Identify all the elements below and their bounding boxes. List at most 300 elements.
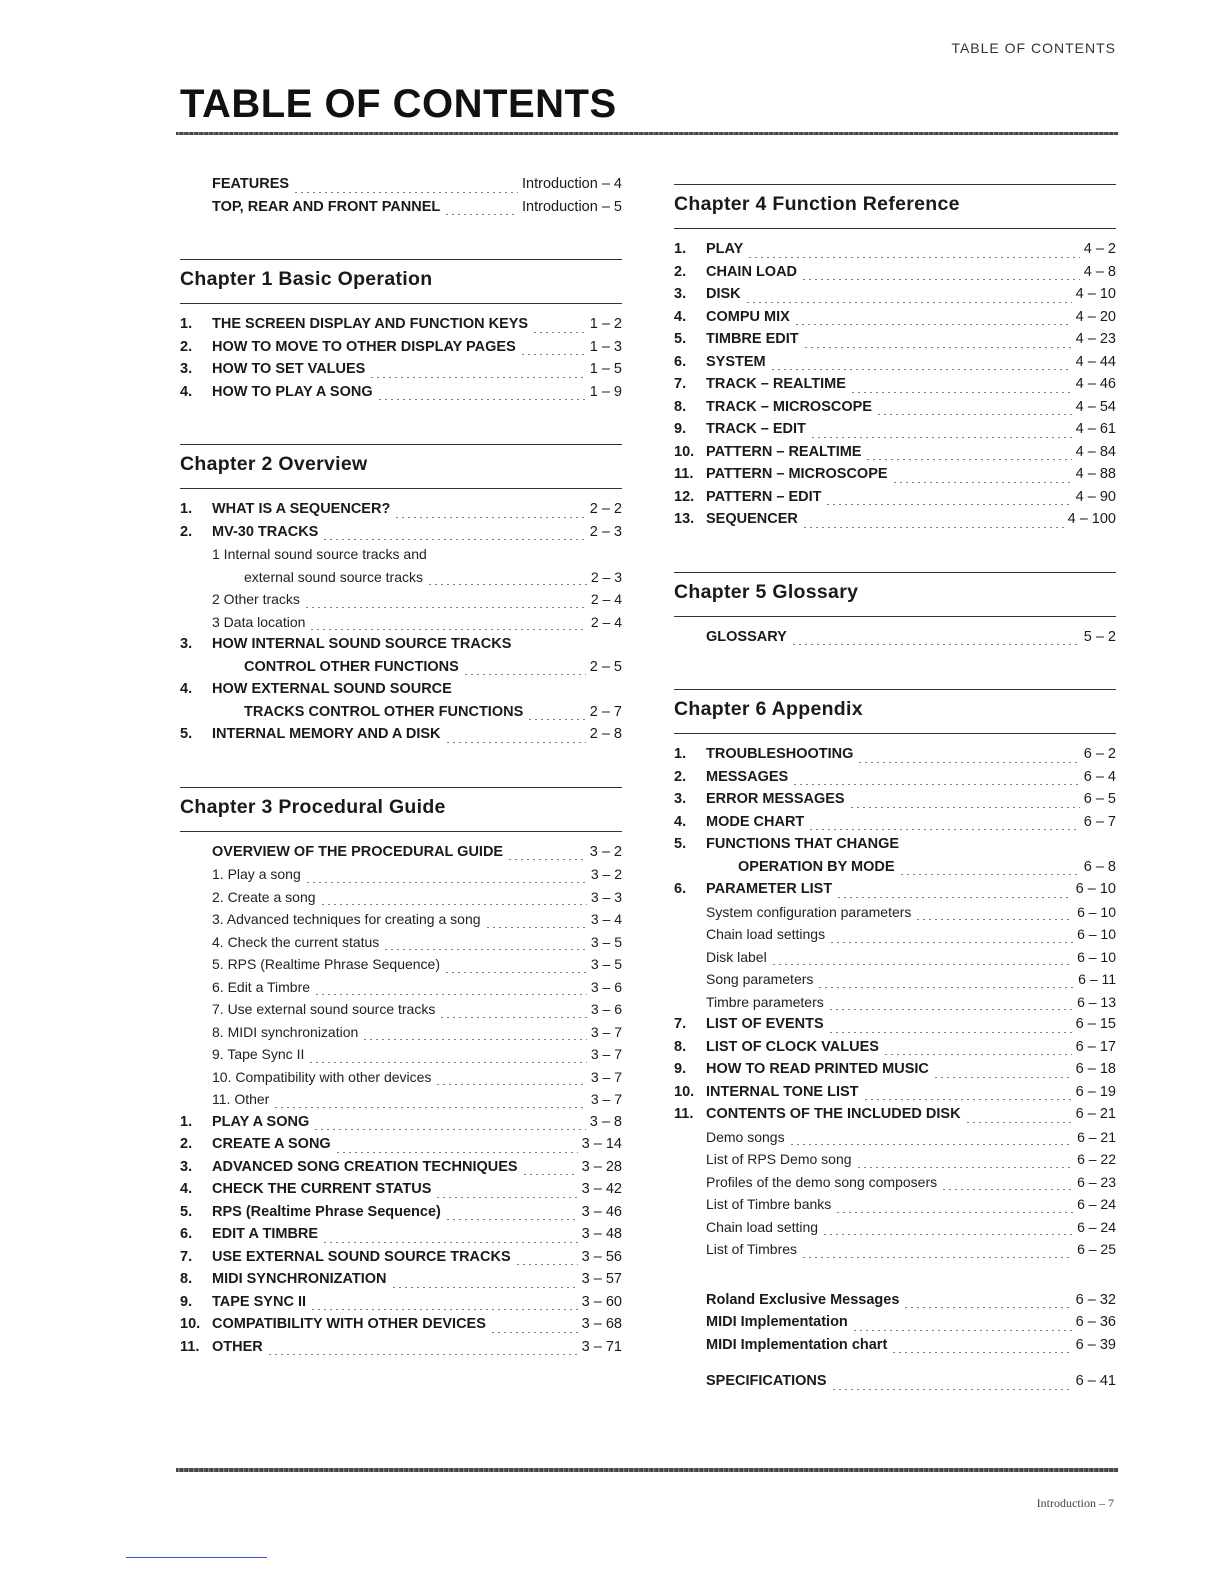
toc-entry[interactable]: [180, 1294, 622, 1317]
entry-label: 6. Edit a Timbre: [212, 978, 311, 995]
toc-entry[interactable]: [180, 1046, 622, 1069]
dot-leader: [394, 517, 585, 518]
toc-entry[interactable]: [180, 1249, 622, 1272]
entry-label: 9. Tape Sync II: [212, 1046, 305, 1062]
entry-page-ref: 3 – 48: [581, 1226, 622, 1242]
toc-entry[interactable]: [674, 1151, 1116, 1174]
dot-leader: [891, 1352, 1071, 1353]
dot-leader: [849, 807, 1080, 808]
entry-page-ref: 3 – 56: [581, 1248, 622, 1265]
toc-entry[interactable]: [180, 1114, 622, 1137]
entry-label: MIDI Implementation: [706, 1314, 848, 1330]
entry-page-ref: 2 – 3: [590, 568, 622, 585]
toc-entry[interactable]: [674, 859, 1116, 882]
entry-label: Timbre parameters: [706, 993, 824, 1010]
entry-page-ref: 6 – 19: [1075, 1083, 1116, 1100]
entry-group: [674, 1292, 1116, 1360]
chapter-heading: Chapter 6 Appendix: [674, 698, 863, 720]
entry-page-ref: 4 – 23: [1075, 331, 1116, 347]
toc-entry[interactable]: [674, 1039, 1116, 1062]
entry-page-ref: 3 – 7: [590, 1023, 622, 1040]
entry-page-ref: 2 – 7: [589, 703, 622, 720]
toc-entry[interactable]: [674, 881, 1116, 904]
chapter-heading: Chapter 4 Function Reference: [674, 193, 960, 215]
entry-label: SPECIFICATIONS: [706, 1373, 827, 1389]
page-number: Introduction – 7: [1036, 1496, 1114, 1510]
dot-leader: [308, 1062, 587, 1063]
chapter-rule: [674, 733, 1116, 734]
entry-page-ref: 3 – 71: [581, 1338, 622, 1355]
entry-page-ref: 3 – 7: [590, 1068, 622, 1085]
toc-entry[interactable]: [180, 524, 622, 547]
entry-page-ref: 3 – 2: [589, 843, 622, 860]
dot-leader: [856, 1167, 1074, 1168]
toc-entry[interactable]: [674, 1314, 1116, 1337]
dot-leader: [831, 1389, 1072, 1390]
page-title: TABLE OF CONTENTS: [180, 82, 617, 126]
title-rule: [176, 132, 1118, 135]
entry-label: LIST OF CLOCK VALUES: [706, 1038, 879, 1055]
entry-label: MIDI Implementation chart: [706, 1336, 888, 1353]
toc-entry[interactable]: [180, 1271, 622, 1294]
entry-page-ref: 1 – 3: [589, 338, 622, 355]
toc-entry[interactable]: [180, 911, 622, 934]
entry-page-ref: 6 – 24: [1077, 1218, 1116, 1235]
toc-entry[interactable]: [674, 1373, 1116, 1396]
dot-leader: [463, 674, 586, 675]
toc-entry[interactable]: [674, 1174, 1116, 1197]
entry-page-ref: 6 – 11: [1078, 971, 1116, 987]
dot-leader: [293, 192, 518, 193]
toc-entry[interactable]: [674, 489, 1116, 512]
entry-label: TAPE SYNC II: [212, 1293, 306, 1310]
dot-leader: [383, 949, 587, 950]
entry-number: 3.: [180, 361, 193, 377]
toc-entry[interactable]: [674, 1084, 1116, 1107]
entry-number: 6.: [674, 353, 687, 370]
chapter-heading: Chapter 2 Overview: [180, 453, 368, 475]
entry-number: 10.: [674, 443, 695, 460]
entry-number: 2.: [180, 1136, 193, 1152]
dot-leader: [377, 399, 586, 400]
toc-entry[interactable]: [180, 956, 622, 979]
entry-number: 6.: [180, 1226, 193, 1242]
entry-page-ref: 3 – 60: [581, 1293, 622, 1310]
toc-entry[interactable]: [674, 376, 1116, 399]
entry-number: 1.: [674, 241, 687, 257]
toc-entry[interactable]: [180, 384, 622, 407]
chapter-section: [180, 444, 622, 749]
toc-entry[interactable]: [674, 264, 1116, 287]
toc-entry[interactable]: [674, 511, 1116, 534]
entry-label: DISK: [706, 286, 741, 302]
entry-label: MESSAGES: [706, 768, 789, 785]
entry-number: 11.: [674, 466, 694, 482]
chapter-section: [674, 689, 1116, 1264]
entry-page-ref: 6 – 21: [1077, 1128, 1116, 1145]
dot-leader: [850, 392, 1072, 393]
toc-entry[interactable]: [180, 844, 622, 867]
toc-entry[interactable]: [674, 354, 1116, 377]
toc-entry[interactable]: [674, 904, 1116, 927]
entry-page-ref: 3 – 46: [581, 1203, 622, 1220]
toc-entry[interactable]: [674, 241, 1116, 264]
entry-label: COMPU MIX: [706, 308, 790, 325]
entry-number: 1.: [180, 1113, 193, 1130]
dot-leader: [828, 1032, 1072, 1033]
toc-entry[interactable]: [674, 791, 1116, 814]
toc-entry[interactable]: [674, 331, 1116, 354]
entry-label: HOW TO MOVE TO OTHER DISPLAY PAGES: [212, 338, 516, 355]
entry-label: 8. MIDI synchronization: [212, 1023, 359, 1040]
dot-leader: [444, 972, 587, 973]
entry-label: FEATURES: [212, 176, 290, 192]
dot-leader: [322, 539, 585, 540]
entry-label: RPS (Realtime Phrase Sequence): [212, 1203, 441, 1220]
running-header: TABLE OF CONTENTS: [951, 40, 1116, 56]
dot-leader: [836, 897, 1071, 898]
entry-label: List of RPS Demo song: [706, 1151, 852, 1167]
toc-entry[interactable]: [674, 466, 1116, 489]
entry-number: 11.: [180, 1338, 200, 1355]
dot-leader: [876, 414, 1072, 415]
entry-number: 9.: [674, 1061, 687, 1077]
chapter-section: [180, 259, 622, 406]
entry-number: 2.: [674, 768, 687, 785]
toc-entry[interactable]: [674, 444, 1116, 467]
entry-label: HOW TO PLAY A SONG: [212, 383, 373, 400]
toc-entry[interactable]: [180, 1091, 622, 1114]
toc-entry[interactable]: [674, 746, 1116, 769]
toc-entry[interactable]: [180, 1001, 622, 1024]
entry-number: 8.: [674, 398, 687, 415]
toc-entry[interactable]: [674, 1241, 1116, 1264]
entry-page-ref: 1 – 9: [589, 383, 622, 400]
entry-label: PLAY: [706, 241, 744, 257]
toc-entry[interactable]: [180, 889, 622, 912]
dot-leader: [865, 459, 1071, 460]
entry-group: [674, 1373, 1116, 1396]
toc-entry[interactable]: [180, 569, 622, 592]
entry-label: LIST OF EVENTS: [706, 1016, 824, 1032]
toc-entry[interactable]: [674, 1337, 1116, 1360]
dot-leader: [305, 882, 587, 883]
entry-label: 2. Create a song: [212, 888, 316, 905]
dot-leader: [515, 1264, 578, 1265]
entry-number: 8.: [674, 1038, 687, 1055]
entry-label: HOW INTERNAL SOUND SOURCE TRACKS: [212, 636, 512, 652]
toc-entry[interactable]: [674, 814, 1116, 837]
entry-label: 2 Other tracks: [212, 591, 300, 607]
entry-label: TIMBRE EDIT: [706, 331, 799, 347]
dot-leader: [439, 1017, 587, 1018]
toc-left-column: [180, 176, 622, 1361]
entry-label: TRACK – MICROSCOPE: [706, 398, 872, 415]
entry-number: 5.: [180, 1203, 193, 1220]
entry-page-ref: 4 – 20: [1075, 308, 1116, 325]
entry-number: 12.: [674, 488, 695, 505]
toc-entry[interactable]: [180, 726, 622, 749]
chapter-heading: Chapter 1 Basic Operation: [180, 268, 433, 290]
dot-leader: [391, 1287, 578, 1288]
dot-leader: [490, 1332, 578, 1333]
entry-number: 4.: [180, 383, 193, 400]
entry-page-ref: 6 – 17: [1075, 1038, 1116, 1055]
dot-leader: [485, 927, 587, 928]
toc-entry[interactable]: [674, 1196, 1116, 1219]
dot-leader: [507, 859, 586, 860]
entry-page-ref: 3 – 6: [590, 1001, 622, 1017]
toc-entry[interactable]: [674, 1016, 1116, 1039]
entry-page-ref: 6 – 13: [1077, 993, 1116, 1010]
toc-entry[interactable]: [180, 681, 622, 704]
entry-page-ref: 4 – 54: [1075, 398, 1116, 415]
entry-page-ref: 6 – 2: [1083, 746, 1116, 762]
entry-number: 8.: [180, 1271, 193, 1287]
entry-page-ref: 3 – 57: [581, 1271, 622, 1287]
entry-label: Demo songs: [706, 1128, 785, 1145]
dot-leader: [791, 644, 1080, 645]
entry-page-ref: 3 – 5: [590, 933, 622, 950]
entry-label: PATTERN – EDIT: [706, 488, 822, 505]
chapter-rule: [180, 787, 622, 788]
dot-leader: [828, 1009, 1073, 1010]
toc-entry[interactable]: [180, 1136, 622, 1159]
entry-label: ERROR MESSAGES: [706, 791, 845, 807]
entry-number: 5.: [180, 726, 193, 742]
toc-entry[interactable]: [674, 1219, 1116, 1242]
dot-leader: [802, 527, 1064, 528]
chapter-rule: [180, 259, 622, 260]
entry-label: TOP, REAR AND FRONT PANNEL: [212, 198, 441, 215]
entry-label: ADVANCED SONG CREATION TECHNIQUES: [212, 1158, 518, 1175]
toc-entry[interactable]: [180, 636, 622, 659]
entry-label: MIDI SYNCHRONIZATION: [212, 1271, 387, 1287]
dot-leader: [314, 994, 587, 995]
entry-page-ref: 3 – 42: [581, 1181, 622, 1197]
entry-number: 4.: [180, 681, 193, 697]
entry-label: OTHER: [212, 1338, 263, 1355]
entry-label: 3. Advanced techniques for creating a song: [212, 911, 481, 927]
entry-label: GLOSSARY: [706, 628, 787, 645]
dot-leader: [747, 257, 1079, 258]
toc-entry[interactable]: [180, 591, 622, 614]
entry-label: MODE CHART: [706, 813, 805, 830]
entry-label: CREATE A SONG: [212, 1136, 331, 1152]
entry-page-ref: 2 – 4: [590, 613, 622, 630]
chapter-rule: [180, 831, 622, 832]
entry-page-ref: 2 – 3: [589, 523, 622, 540]
entry-label: CHAIN LOAD: [706, 263, 798, 280]
dot-leader: [520, 354, 586, 355]
toc-entry[interactable]: [674, 399, 1116, 422]
entry-page-ref: 5 – 2: [1083, 628, 1116, 645]
dot-leader: [435, 1084, 586, 1085]
entry-label: 5. RPS (Realtime Phrase Sequence): [212, 956, 440, 972]
dot-leader: [857, 762, 1079, 763]
toc-entry[interactable]: [674, 971, 1116, 994]
dot-leader: [369, 377, 585, 378]
entry-page-ref: 1 – 2: [589, 316, 622, 332]
entry-page-ref: 4 – 8: [1083, 263, 1116, 280]
entry-number: 13.: [674, 511, 695, 527]
dot-leader: [892, 482, 1072, 483]
entry-number: 3.: [674, 791, 687, 807]
dot-leader: [362, 1039, 587, 1040]
entry-page-ref: 6 – 8: [1083, 858, 1116, 875]
entry-page-ref: 6 – 10: [1077, 948, 1116, 965]
entry-number: 1.: [180, 316, 193, 332]
dot-leader: [267, 1354, 578, 1355]
toc-entry[interactable]: [180, 866, 622, 889]
entry-label: 1 Internal sound source tracks and: [212, 546, 427, 562]
entry-label: INTERNAL MEMORY AND A DISK: [212, 726, 441, 742]
dot-leader: [883, 1054, 1072, 1055]
entry-label: USE EXTERNAL SOUND SOURCE TRACKS: [212, 1248, 511, 1265]
toc-entry[interactable]: [180, 614, 622, 637]
chapter-section: [674, 184, 1116, 534]
entry-page-ref: 6 – 32: [1075, 1291, 1116, 1308]
dot-leader: [903, 1307, 1071, 1308]
entry-page-ref: 3 – 6: [590, 978, 622, 995]
bottom-rule: [176, 1468, 1118, 1472]
entry-label: SEQUENCER: [706, 511, 798, 527]
toc-entry[interactable]: [180, 501, 622, 524]
entry-page-ref: 2 – 2: [589, 501, 622, 517]
toc-entry[interactable]: [180, 1204, 622, 1227]
entry-label: HOW TO SET VALUES: [212, 361, 366, 377]
entry-label: TRACK – EDIT: [706, 421, 806, 437]
toc-entry[interactable]: [180, 546, 622, 569]
toc-entry[interactable]: [674, 769, 1116, 792]
toc-entry[interactable]: [674, 309, 1116, 332]
chapter-section: [180, 787, 622, 1362]
entry-label: 7. Use external sound source tracks: [212, 1001, 436, 1017]
toc-entry[interactable]: [180, 1159, 622, 1182]
dot-leader: [810, 437, 1072, 438]
entry-label: SYSTEM: [706, 353, 766, 370]
dot-leader: [322, 1242, 578, 1243]
chapter-rule: [674, 184, 1116, 185]
dot-leader: [965, 1122, 1072, 1123]
toc-entry[interactable]: [674, 1106, 1116, 1129]
entry-label: System configuration parameters: [706, 903, 912, 920]
entry-page-ref: 6 – 23: [1077, 1173, 1116, 1190]
entry-number: 1.: [674, 746, 687, 762]
chapter-rule: [674, 689, 1116, 690]
toc-entry[interactable]: [674, 286, 1116, 309]
toc-entry[interactable]: [180, 1181, 622, 1204]
entry-label: CHECK THE CURRENT STATUS: [212, 1181, 432, 1197]
toc-entry[interactable]: [180, 1226, 622, 1249]
entry-page-ref: 6 – 24: [1077, 1196, 1116, 1212]
entry-page-ref: Introduction – 5: [522, 198, 622, 215]
dot-leader: [817, 987, 1074, 988]
entry-label: CONTROL OTHER FUNCTIONS: [244, 658, 459, 675]
dot-leader: [899, 874, 1080, 875]
entry-page-ref: 4 – 44: [1075, 353, 1116, 370]
dot-leader: [835, 1212, 1073, 1213]
toc-entry[interactable]: [180, 979, 622, 1002]
entry-page-ref: 6 – 21: [1075, 1106, 1116, 1122]
entry-label: 11. Other: [212, 1091, 270, 1107]
toc-entry[interactable]: [180, 934, 622, 957]
dot-leader: [822, 1234, 1073, 1235]
entry-page-ref: 2 – 5: [589, 658, 622, 675]
chapter-rule: [180, 444, 622, 445]
toc-entry[interactable]: [180, 199, 622, 222]
entry-page-ref: Introduction – 4: [522, 176, 622, 192]
entry-number: 3.: [674, 286, 687, 302]
entry-page-ref: 3 – 4: [590, 911, 622, 927]
entry-label: 1. Play a song: [212, 866, 301, 882]
entry-page-ref: 6 – 10: [1077, 926, 1116, 942]
toc-entry[interactable]: [180, 1024, 622, 1047]
toc-entry[interactable]: [180, 361, 622, 384]
dot-leader: [792, 784, 1080, 785]
toc-entry[interactable]: [180, 316, 622, 339]
entry-label: EDIT A TIMBRE: [212, 1226, 319, 1242]
toc-entry[interactable]: [674, 926, 1116, 949]
dot-leader: [527, 719, 585, 720]
chapter-rule: [674, 228, 1116, 229]
entry-number: 11.: [674, 1106, 694, 1122]
entry-page-ref: 3 – 8: [589, 1113, 622, 1130]
toc-entry[interactable]: [674, 949, 1116, 972]
dot-leader: [852, 1330, 1072, 1331]
toc-entry[interactable]: [180, 1316, 622, 1339]
entry-number: 1.: [180, 501, 193, 517]
entry-number: 3.: [180, 636, 193, 652]
entry-page-ref: 6 – 15: [1075, 1016, 1116, 1032]
blue-underline: [126, 1557, 267, 1558]
entry-label: WHAT IS A SEQUENCER?: [212, 501, 391, 517]
toc-entry[interactable]: [674, 994, 1116, 1017]
toc-entry[interactable]: [180, 1069, 622, 1092]
chapter-rule: [674, 616, 1116, 617]
chapter-heading: Chapter 3 Procedural Guide: [180, 795, 446, 818]
dot-leader: [522, 1174, 578, 1175]
entry-page-ref: 6 – 22: [1077, 1151, 1116, 1167]
entry-page-ref: 6 – 25: [1077, 1241, 1116, 1257]
toc-entry[interactable]: [674, 1292, 1116, 1315]
entry-number: 2.: [180, 338, 193, 355]
entry-page-ref: 2 – 8: [589, 726, 622, 742]
toc-entry[interactable]: [674, 1061, 1116, 1084]
dot-leader: [445, 1219, 578, 1220]
toc-entry[interactable]: [180, 659, 622, 682]
toc-entry[interactable]: [180, 704, 622, 727]
entry-page-ref: 6 – 5: [1083, 791, 1116, 807]
entry-number: 7.: [180, 1248, 193, 1265]
toc-entry[interactable]: [180, 1339, 622, 1362]
entry-label: PATTERN – MICROSCOPE: [706, 466, 888, 482]
toc-entry[interactable]: [674, 836, 1116, 859]
entry-page-ref: 4 – 84: [1075, 443, 1116, 460]
entry-label: 4. Check the current status: [212, 933, 380, 950]
entry-page-ref: 3 – 3: [590, 888, 622, 905]
toc-entry[interactable]: [180, 176, 622, 199]
entry-number: 7.: [674, 376, 687, 392]
toc-entry[interactable]: [674, 1129, 1116, 1152]
entry-label: external sound source tracks: [244, 568, 423, 585]
entry-page-ref: 3 – 68: [581, 1316, 622, 1332]
toc-entry[interactable]: [674, 629, 1116, 652]
entry-label: Roland Exclusive Messages: [706, 1291, 900, 1308]
toc-entry[interactable]: [180, 339, 622, 362]
dot-leader: [933, 1077, 1072, 1078]
toc-entry[interactable]: [674, 421, 1116, 444]
